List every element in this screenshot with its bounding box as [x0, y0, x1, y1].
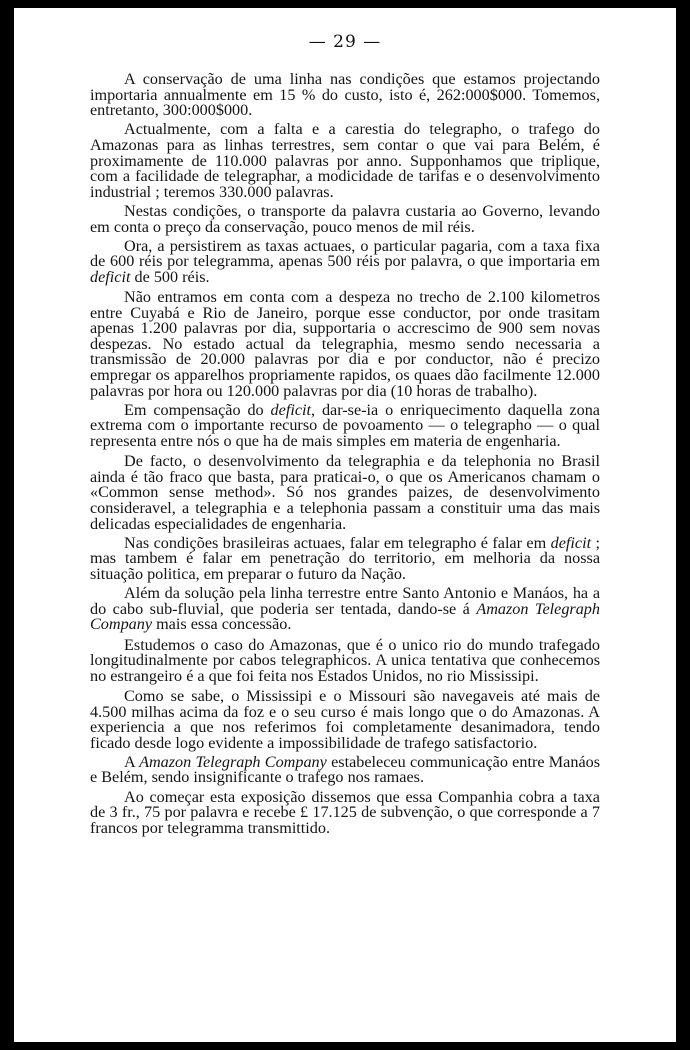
- text-segment: Ora, a persistirem as taxas actuaes, o particular pagaria, com a taxa fixa de 600 réis por telegramma, apenas 500 réis por palavra, o que importaria em: [90, 236, 600, 271]
- text-segment: mais essa concessão.: [152, 615, 292, 634]
- text-segment: Ao começar esta exposição dissemos que essa Companhia cobra a taxa de 3 fr., 75 por palavra e recebe £ 17.125 de subvenção, o que corresponde a 7 francos por telegramma transmittido.: [90, 787, 600, 837]
- text-segment: Actualmente, com a falta e a carestia do telegrapho, o trafego do Amazonas para as linhas terrestres, sem contar o que vai para Belém, é proximamente de 110.000 palavras por anno. Supponhamos que triplique, com a facilidade de telegraphar, a modicidade de tarifas e o desenvolvimento industrial ; teremos 330.000 palavras.: [90, 120, 600, 201]
- text-segment: de 500 réis.: [130, 267, 210, 286]
- paragraph: [90, 686, 600, 752]
- paragraph: [90, 122, 600, 200]
- paragraph: [90, 201, 600, 236]
- italic-text: Amazon Telegraph Company: [90, 599, 600, 634]
- italic-text: Amazon Telegraph Company: [139, 752, 327, 771]
- italic-text: deficit: [270, 400, 311, 419]
- text-segment: A: [124, 752, 140, 771]
- text-segment: ; mas tambem é falar em penetração do territorio, em melhoria da nossa situação politica, em preparar o futuro da Nação.: [90, 533, 600, 583]
- body-text: [90, 72, 600, 840]
- paragraph: [90, 400, 600, 451]
- paragraph: [90, 787, 600, 837]
- document-page: [14, 8, 676, 1042]
- paragraph: [90, 752, 601, 787]
- text-segment: A conservação de uma linha nas condições que estamos projectando importaria annualmente em 15 % do custo, isto é, 262:000$000. Tomemos, entretanto, 300:000$000.: [90, 70, 600, 120]
- paragraph: [90, 635, 600, 685]
- text-segment: Não entramos em conta com a despeza no trecho de 2.100 kilometros entre Cuyabá e Rio de Janeiro, porque esse conductor, por onde trasitam apenas 1.200 palavras por dia, supportaria o accrescimo de 900 sem novas despezas. No estado actual da telegraphia, mesmo sendo necessaria a transmissão de 20.000 palavras por dia e por conductor, não é precizo empregar os apparelhos propriamente rapidos, os quaes dão facilmente 12.000 palavras por hora ou 120.000 palavras por dia (10 horas de trabalho).: [90, 288, 600, 400]
- text-segment: Estudemos o caso do Amazonas, que é o unico rio do mundo trafegado longitudinalmente por cabos telegraphicos. A unica tentativa que conhecemos no estrangeiro é a que foi feita nos Estados Unidos, no rio Mississipi.: [90, 635, 600, 685]
- paragraph: [90, 236, 600, 286]
- text-segment: Nas condições brasileiras actuaes, falar em telegrapho é falar em: [124, 533, 551, 552]
- text-segment: Em compensação do: [124, 400, 271, 419]
- italic-text: deficit: [90, 267, 131, 286]
- paragraph: [90, 533, 600, 583]
- paragraph: [90, 454, 600, 532]
- text-segment: Como se sabe, o Mississipi e o Missouri são navegaveis até mais de 4.500 milhas acima da foz e o seu curso é mais longo que o do Amazonas. A experiencia a que nos referimos foi completamente desanimadora, tendo ficado desde logo evidente a impossibilidade de trafego satisfactorio.: [90, 686, 600, 752]
- text-segment: , dar-se-ia o enriquecimento daquella zona extrema com o importante recurso de povoamento — o telegrapho — o qual representa entre nós o que ha de mais simples em materia de engenharia.: [90, 400, 600, 451]
- text-segment: estabeleceu communicação entre Manáos e Belém, sendo insignificante o trafego nos ramaes.: [90, 752, 601, 787]
- text-segment: Além da solução pela linha terrestre entre Santo Antonio e Manáos, ha a do cabo sub-fluvial, que poderia ser tentada, dando-se á: [90, 584, 600, 618]
- text-segment: Nestas condições, o transporte da palavra custaria ao Governo, levando em conta o preço da conservação, pouco menos de mil réis.: [90, 201, 600, 236]
- text-segment: De facto, o desenvolvimento da telegraphia e da telephonia no Brasil ainda é tão fraco que basta, para praticai-o, o que os Americanos chamam o «Common sense method». Só nos grandes paizes, de desenvolvimento consideravel, a telegraphia e a telephonia passam a constituir uma das mais delicadas especialidades de engenharia.: [90, 452, 600, 533]
- paragraph: [90, 72, 600, 119]
- paragraph: [90, 290, 600, 399]
- paragraph: [90, 586, 600, 633]
- italic-text: deficit: [550, 533, 592, 552]
- page-number: — 29 —: [308, 32, 382, 52]
